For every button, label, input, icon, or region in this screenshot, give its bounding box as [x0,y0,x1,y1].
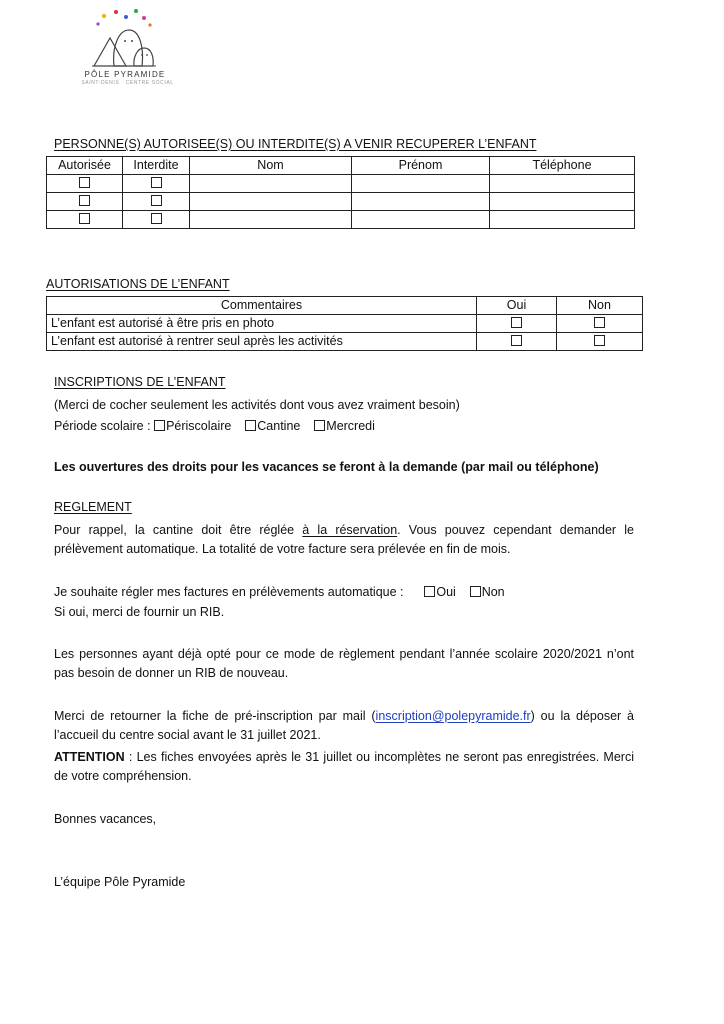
header-prenom: Prénom [352,157,490,175]
p1-text: Pour rappel, la cantine doit être réglée [54,523,303,537]
photo-oui-checkbox[interactable] [511,317,522,328]
pickup-row [47,211,635,229]
header-commentaires: Commentaires [47,297,477,315]
nom-field[interactable] [190,211,352,229]
autorisee-checkbox[interactable] [79,213,90,224]
prenom-field[interactable] [352,211,490,229]
permission-row-alone [47,333,643,351]
cantine-checkbox[interactable] [245,420,256,431]
rib-note: Si oui, merci de fournir un RIB. [54,605,225,619]
permissions-table [46,296,643,351]
interdite-checkbox[interactable] [151,213,162,224]
prenom-field[interactable] [352,175,490,193]
mercredi-checkbox[interactable] [314,420,325,431]
logo-name: PÔLE PYRAMIDE [84,70,166,79]
logo-tagline: SAINT-DENIS · CENTRE SOCIAL [81,80,174,86]
attention-text: : Les fiches envoyées après le 31 juillet ou incomplètes ne seront pas enregistrées. Merci de votre compréhension. [54,750,634,783]
autorisee-checkbox[interactable] [79,177,90,188]
return-text: Merci de retourner la fiche de pré-inscription par mail ( [54,709,376,723]
direct-debit-oui-checkbox[interactable] [424,586,435,597]
pickup-table [46,156,635,229]
return-text-end: ) ou la déposer à l’accueil du centre social avant le 31 juillet 2021. [54,709,635,742]
mercredi-label: Mercredi [326,419,375,433]
attention-paragraph [54,748,634,786]
header-oui: Oui [477,297,557,315]
pickup-row [47,175,635,193]
telephone-field[interactable] [490,175,635,193]
vacation-notice: Les ouvertures des droits pour les vacances se feront à la demande (par mail ou téléphone) [54,460,599,474]
telephone-field[interactable] [490,193,635,211]
p1-text-end: . Vous pouvez cependant demander le prélèvement automatique. La totalité de votre facture sera prélevée en fin de mois. [54,523,634,556]
header-telephone: Téléphone [490,157,635,175]
permissions-header-row [47,297,643,315]
cantine-label: Cantine [257,419,301,433]
signature-text: L’équipe Pôle Pyramide [54,875,186,889]
header-interdite: Interdite [123,157,190,175]
photo-non-checkbox[interactable] [594,317,605,328]
direct-debit-question: Je souhaite régler mes factures en prélèvements automatique : [54,585,404,599]
p1-underlined-text: à la réservation [302,523,398,537]
telephone-field[interactable] [490,211,635,229]
periscolaire-checkbox[interactable] [154,420,165,431]
direct-debit-oui-label: Oui [436,585,456,599]
direct-debit-non-label: Non [481,585,505,599]
cantine-payment-paragraph [54,521,634,559]
period-row [54,417,634,436]
autorisee-checkbox[interactable] [79,195,90,206]
direct-debit-row [54,583,634,602]
nom-field[interactable] [190,193,352,211]
period-label: Période scolaire : [54,419,151,433]
attention-label: ATTENTION [54,750,125,764]
direct-debit-non-checkbox[interactable] [470,586,481,597]
interdite-checkbox[interactable] [151,177,162,188]
permission-label: L’enfant est autorisé à rentrer seul après les activités [47,333,477,351]
return-instructions [54,707,634,745]
inscriptions-section-title: INSCRIPTIONS DE L’ENFANT [54,375,226,389]
permission-row-photo [47,315,643,333]
pickup-section-title: PERSONNE(S) AUTORISEE(S) OU INTERDITE(S) A VENIR RECUPERER L’ENFANT [54,137,537,151]
previous-year-note: Les personnes ayant déjà opté pour ce mode de règlement pendant l’année scolaire 2020/2021 n’ont pas besoin de donner un RIB de nouveau. [54,647,634,680]
pickup-header-row [47,157,635,175]
alone-oui-checkbox[interactable] [511,335,522,346]
header-nom: Nom [190,157,352,175]
closing-text: Bonnes vacances, [54,812,157,826]
permission-label: L’enfant est autorisé à être pris en photo [47,315,477,333]
header-non: Non [557,297,643,315]
inscriptions-note: (Merci de cocher seulement les activités dont vous avez vraiment besoin) [54,398,460,412]
permissions-section-title: AUTORISATIONS DE L’ENFANT [46,277,230,291]
header-autorisee: Autorisée [47,157,123,175]
alone-non-checkbox[interactable] [594,335,605,346]
reglement-section-title: REGLEMENT [54,500,132,514]
periscolaire-label: Périscolaire [166,419,232,433]
prenom-field[interactable] [352,193,490,211]
interdite-checkbox[interactable] [151,195,162,206]
email-link[interactable]: inscription@polepyramide.fr [375,709,531,723]
pickup-row [47,193,635,211]
nom-field[interactable] [190,175,352,193]
